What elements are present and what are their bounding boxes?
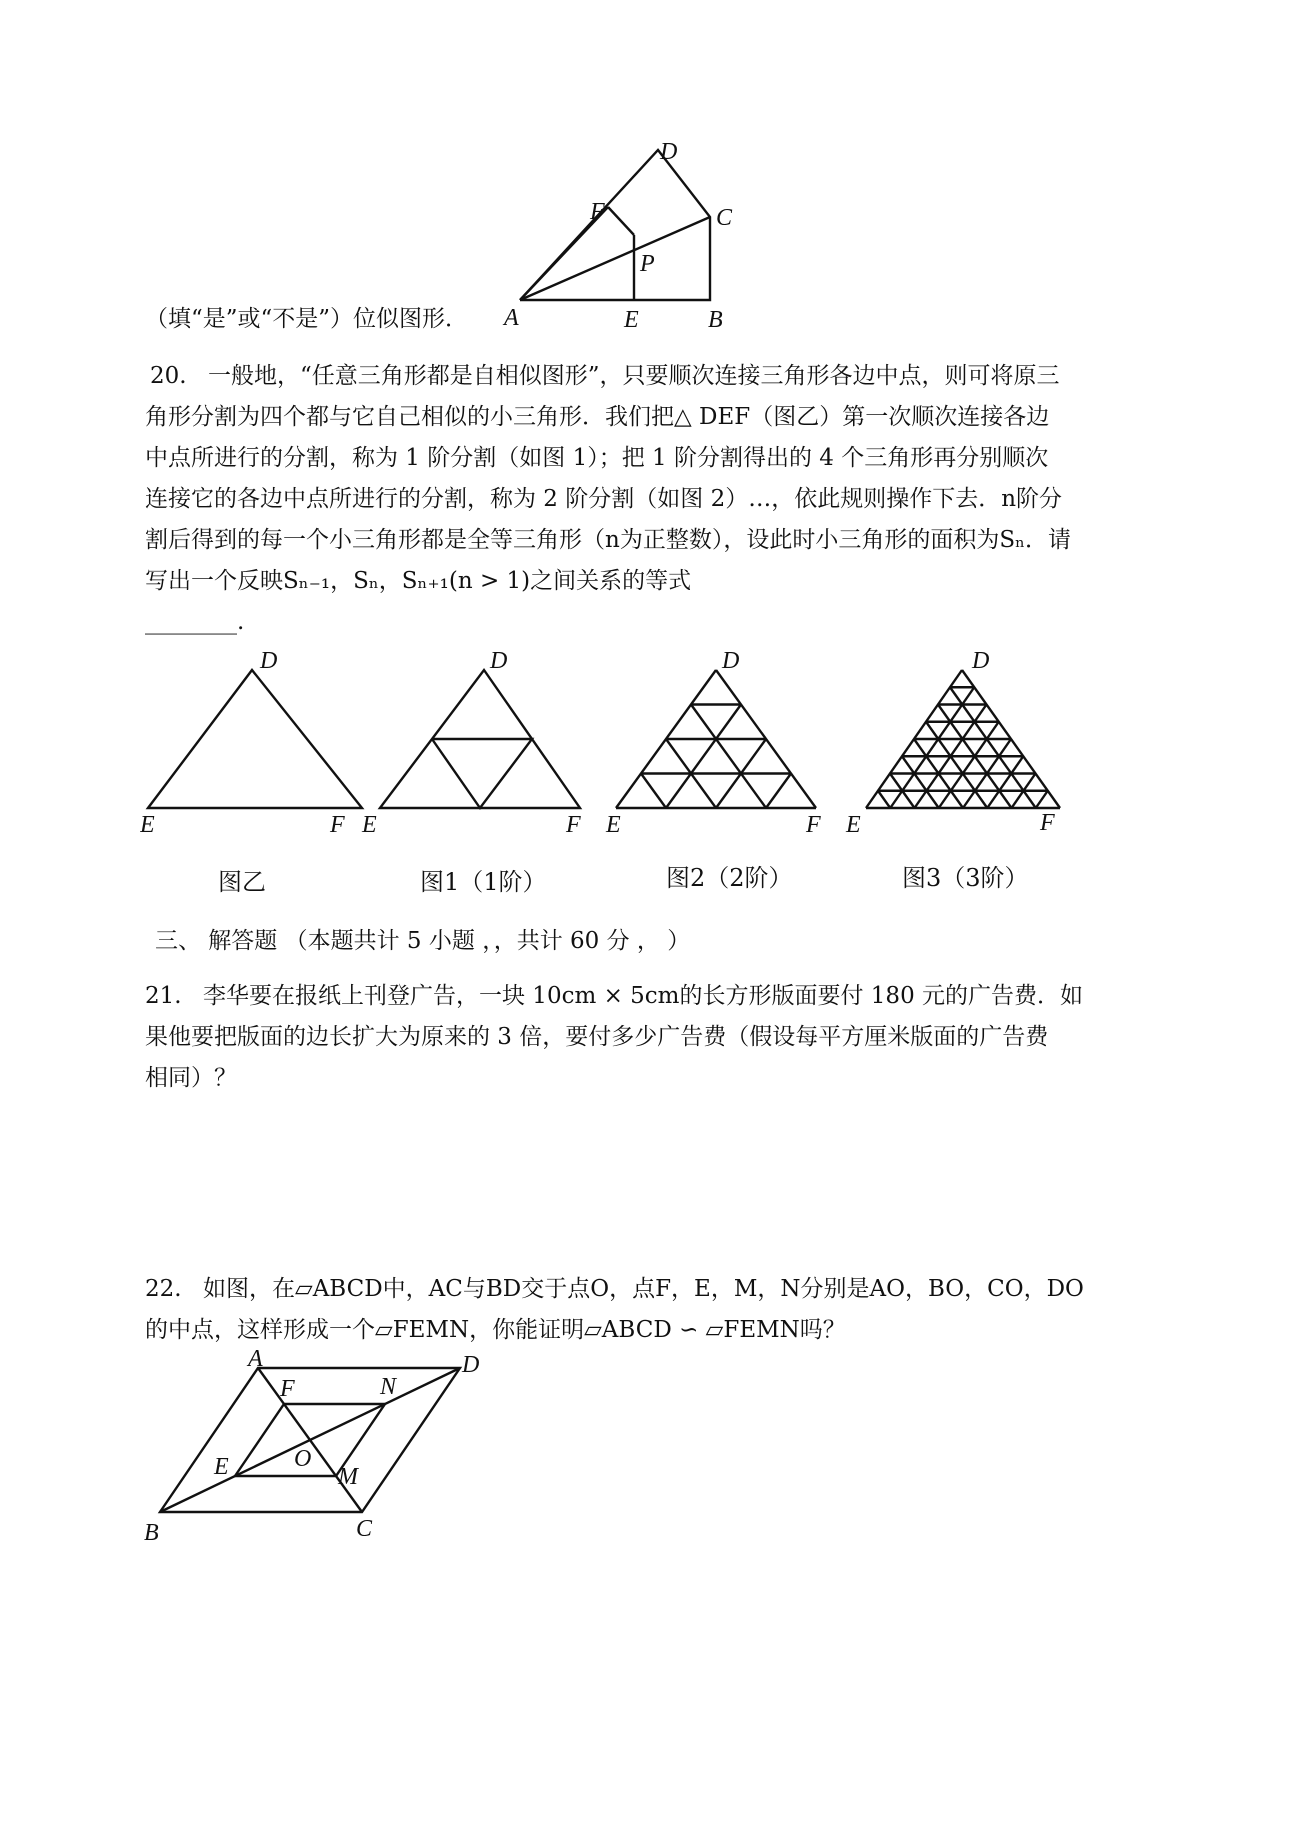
fig3-label-D: D	[972, 648, 990, 674]
grid-line	[926, 722, 987, 808]
fig1-label-D: D	[490, 648, 508, 674]
tri-fig2	[616, 670, 816, 808]
q20-figures	[140, 640, 1090, 840]
fig2-caption: 图2（2阶）	[666, 864, 793, 892]
q22-label-O: O	[294, 1446, 312, 1472]
q19-label-E: E	[624, 307, 639, 333]
q19-label-B: B	[708, 307, 723, 333]
q20-line-3: 中点所进行的分割，称为 1 阶分割（如图 1）；把 1 阶分割得出的 4 个三角形再分别顺次	[145, 445, 1049, 471]
fig1-label-E: E	[362, 812, 377, 838]
section3-heading: 三、 解答题 （本题共计 5 小题 ，，共计 60 分 ， ）	[155, 928, 691, 954]
q22-label-M: M	[338, 1464, 358, 1490]
fig0-label-F: F	[330, 812, 345, 838]
q19-label-D: D	[660, 139, 678, 165]
fig2-label-E: E	[606, 812, 621, 838]
fig3-caption: 图3（3阶）	[902, 864, 1029, 892]
fig2-label-F: F	[806, 812, 821, 838]
fig0-caption: 图乙	[218, 868, 266, 896]
q20-line-6: 写出一个反映Sₙ₋₁，Sₙ，Sₙ₊₁(n > 1)之间关系的等式	[145, 568, 692, 594]
grid-line	[939, 722, 999, 808]
q22-label-N: N	[380, 1374, 397, 1400]
fig2-label-D: D	[722, 648, 740, 674]
q22-label-B: B	[144, 1520, 159, 1546]
q20-line-1: 20. 一般地，“任意三角形都是自相似图形”，只要顺次连接三角形各边中点，则可将原三	[145, 357, 1195, 395]
q20-answer-blank: ________.	[145, 609, 245, 635]
q20-line-4: 连接它的各边中点所进行的分割，称为 2 阶分割（如图 2）…，依此规则操作下去．n阶分	[145, 486, 1063, 512]
q21-line-2: 果他要把版面的边长扩大为原来的 3 倍，要付多少广告费（假设每平方厘米版面的广告费	[145, 1024, 1049, 1050]
q19-tail-text: （填“是”或“不是”）位似图形．	[145, 306, 469, 332]
fig3-label-E: E	[846, 812, 861, 838]
tri-fig3	[866, 670, 1060, 808]
grid-line	[641, 774, 666, 809]
fig3-label-F: F	[1040, 810, 1055, 836]
fig1-label-F: F	[566, 812, 581, 838]
q20-line-2: 角形分割为四个都与它自己相似的小三角形．我们把△ DEF（图乙）第一次顺次连接各边	[145, 404, 1050, 430]
q22-number: 22.	[145, 1276, 182, 1302]
q22-label-A: A	[248, 1350, 263, 1372]
q22-label-C: C	[356, 1516, 373, 1542]
fig0-label-D: D	[260, 648, 278, 674]
grid-line	[878, 791, 890, 808]
q19-label-C: C	[716, 205, 733, 231]
q19-outline	[520, 150, 710, 300]
q22-line-1: 22. 如图，在▱ABCD中，AC与BD交于点O，点F，E，M，N分别是AO，BO，CO，DO	[145, 1270, 1195, 1308]
q21-line-3: 相同）？	[145, 1065, 237, 1091]
fig0-label-E: E	[140, 812, 155, 838]
grid-line	[1036, 791, 1048, 808]
q22-line-2: 的中点，这样形成一个▱FEMN，你能证明▱ABCD ∽ ▱FEMN吗？	[145, 1317, 846, 1343]
q19-label-A: A	[504, 305, 519, 331]
tri-fig1	[380, 670, 580, 808]
q19-figure	[490, 135, 750, 335]
q21-number: 21.	[145, 983, 182, 1009]
q20-number: 20.	[150, 363, 187, 389]
q22-label-F: F	[280, 1376, 295, 1402]
q20-line-5: 割后得到的每一个小三角形都是全等三角形（n为正整数），设此时小三角形的面积为Sₙ．请	[145, 527, 1072, 553]
q22-label-E: E	[214, 1454, 229, 1480]
tri-fig0	[148, 670, 362, 808]
fig1-caption: 图1（1阶）	[420, 868, 547, 896]
q22-figure	[130, 1350, 490, 1550]
q19-label-F: F	[590, 199, 605, 225]
q21-line-1: 21. 李华要在报纸上刊登广告，一块 10cm × 5cm的长方形版面要付 180 元的广告费．如	[145, 977, 1195, 1015]
q22-label-D: D	[462, 1352, 480, 1378]
q19-label-P: P	[640, 251, 655, 277]
grid-line	[766, 774, 791, 809]
